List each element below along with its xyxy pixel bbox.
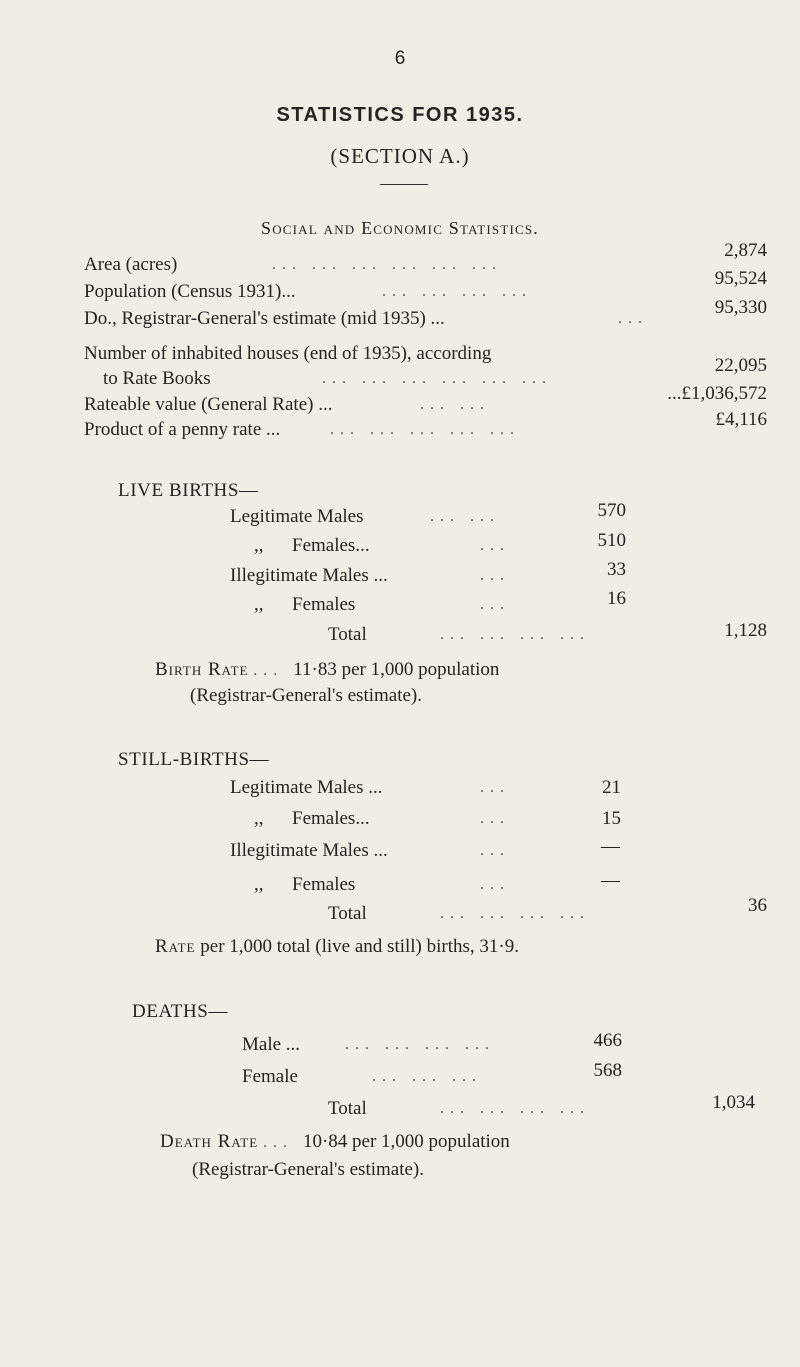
- area-value: 2,874: [724, 240, 767, 261]
- population-census-label: Population (Census 1931)...: [84, 281, 296, 302]
- still-rate-text: per 1,000 total (live and still) births, 31·9.: [200, 936, 519, 957]
- deaths-total-value: 1,034: [712, 1092, 755, 1113]
- still-illegit-females-value: —: [601, 870, 620, 891]
- deaths-heading: DEATHS—: [132, 1001, 229, 1022]
- still-legit-females-label: ,, Females...: [254, 808, 370, 829]
- houses-label: Number of inhabited houses (end of 1935), according: [84, 343, 492, 364]
- leader-dots: ... ...: [430, 508, 500, 525]
- death-rate-label: Death Rate: [160, 1131, 259, 1152]
- title-divider: [380, 184, 428, 185]
- leader-dots: ... ... ... ... ... ...: [322, 370, 552, 387]
- still-legit-males-label: Legitimate Males ...: [230, 777, 383, 798]
- deaths-male-label: Male ...: [242, 1034, 301, 1055]
- live-illegit-females-value: 16: [607, 588, 626, 609]
- leader-dots: ... ... ... ...: [440, 1100, 590, 1117]
- area-label: Area (acres): [84, 254, 178, 275]
- live-legit-males-label: Legitimate Males: [230, 506, 364, 527]
- deaths-female-value: 568: [593, 1060, 622, 1081]
- birth-rate-line: [155, 659, 499, 681]
- rateable-value: ...£1,036,572: [667, 383, 767, 404]
- live-legit-males-value: 570: [597, 500, 626, 521]
- deaths-female-label: Female: [242, 1066, 298, 1087]
- leader-dots: ... ... ...: [372, 1068, 482, 1085]
- leader-dots: ...: [262, 1134, 303, 1151]
- live-total-value: 1,128: [724, 620, 767, 641]
- deaths-male-value: 466: [593, 1030, 622, 1051]
- still-total-label: Total: [328, 903, 367, 924]
- leader-dots: ...: [480, 779, 510, 796]
- live-illegit-males-label: Illegitimate Males ...: [230, 565, 388, 586]
- still-births-heading: STILL-BIRTHS—: [118, 749, 270, 770]
- birth-rate-label: Birth Rate: [155, 659, 249, 680]
- still-rate-label: Rate: [155, 936, 196, 957]
- still-illegit-females-label: ,, Females: [254, 874, 356, 895]
- live-legit-females-value: 510: [597, 530, 626, 551]
- leader-dots: ...: [618, 310, 648, 327]
- population-estimate-value: 95,330: [714, 297, 767, 318]
- leader-dots: ...: [480, 596, 510, 613]
- rateable-value-label: Rateable value (General Rate) ...: [84, 394, 333, 415]
- leader-dots: ... ... ... ... ... ...: [272, 256, 502, 273]
- page-title: STATISTICS FOR 1935.: [276, 104, 524, 126]
- leader-dots: ... ... ... ... ...: [330, 421, 520, 438]
- social-economic-heading: Social and Economic Statistics.: [260, 218, 539, 238]
- population-census-value: 95,524: [714, 268, 767, 289]
- live-legit-females-label: ,, Females...: [254, 535, 370, 556]
- houses-value: 22,095: [714, 355, 767, 376]
- still-legit-females-value: 15: [602, 808, 621, 829]
- page-number: 6: [394, 48, 406, 69]
- leader-dots: ...: [480, 842, 510, 859]
- live-births-heading: LIVE BIRTHS—: [118, 480, 259, 501]
- still-legit-males-value: 21: [602, 777, 621, 798]
- houses-label-cont: to Rate Books: [103, 368, 211, 389]
- leader-dots: ...: [480, 537, 510, 554]
- population-estimate-label: Do., Registrar-General's estimate (mid 1935) ...: [84, 308, 445, 329]
- still-rate-line: [155, 936, 519, 958]
- birth-rate-text: 11·83 per 1,000 population: [293, 659, 500, 680]
- penny-rate-value: £4,116: [715, 409, 767, 430]
- deaths-total-label: Total: [328, 1098, 367, 1119]
- still-total-value: 36: [748, 895, 767, 916]
- still-illegit-males-value: —: [601, 836, 620, 857]
- live-illegit-males-value: 33: [607, 559, 626, 580]
- penny-rate-label: Product of a penny rate ...: [84, 419, 281, 440]
- still-illegit-males-label: Illegitimate Males ...: [230, 840, 388, 861]
- leader-dots: ... ... ... ...: [345, 1036, 495, 1053]
- leader-dots: ... ...: [420, 396, 490, 413]
- leader-dots: ...: [480, 876, 510, 893]
- leader-dots: ...: [480, 810, 510, 827]
- leader-dots: ... ... ... ...: [382, 283, 532, 300]
- section-subtitle: (SECTION A.): [330, 144, 470, 168]
- birth-rate-note: (Registrar-General's estimate).: [190, 685, 422, 706]
- leader-dots: ... ... ... ...: [440, 626, 590, 643]
- death-rate-line: [160, 1131, 510, 1153]
- leader-dots: ...: [253, 662, 294, 679]
- leader-dots: ...: [480, 567, 510, 584]
- leader-dots: ... ... ... ...: [440, 905, 590, 922]
- live-total-label: Total: [328, 624, 367, 645]
- death-rate-text: 10·84 per 1,000 population: [302, 1131, 510, 1152]
- live-illegit-females-label: ,, Females: [254, 594, 356, 615]
- death-rate-note: (Registrar-General's estimate).: [192, 1159, 424, 1180]
